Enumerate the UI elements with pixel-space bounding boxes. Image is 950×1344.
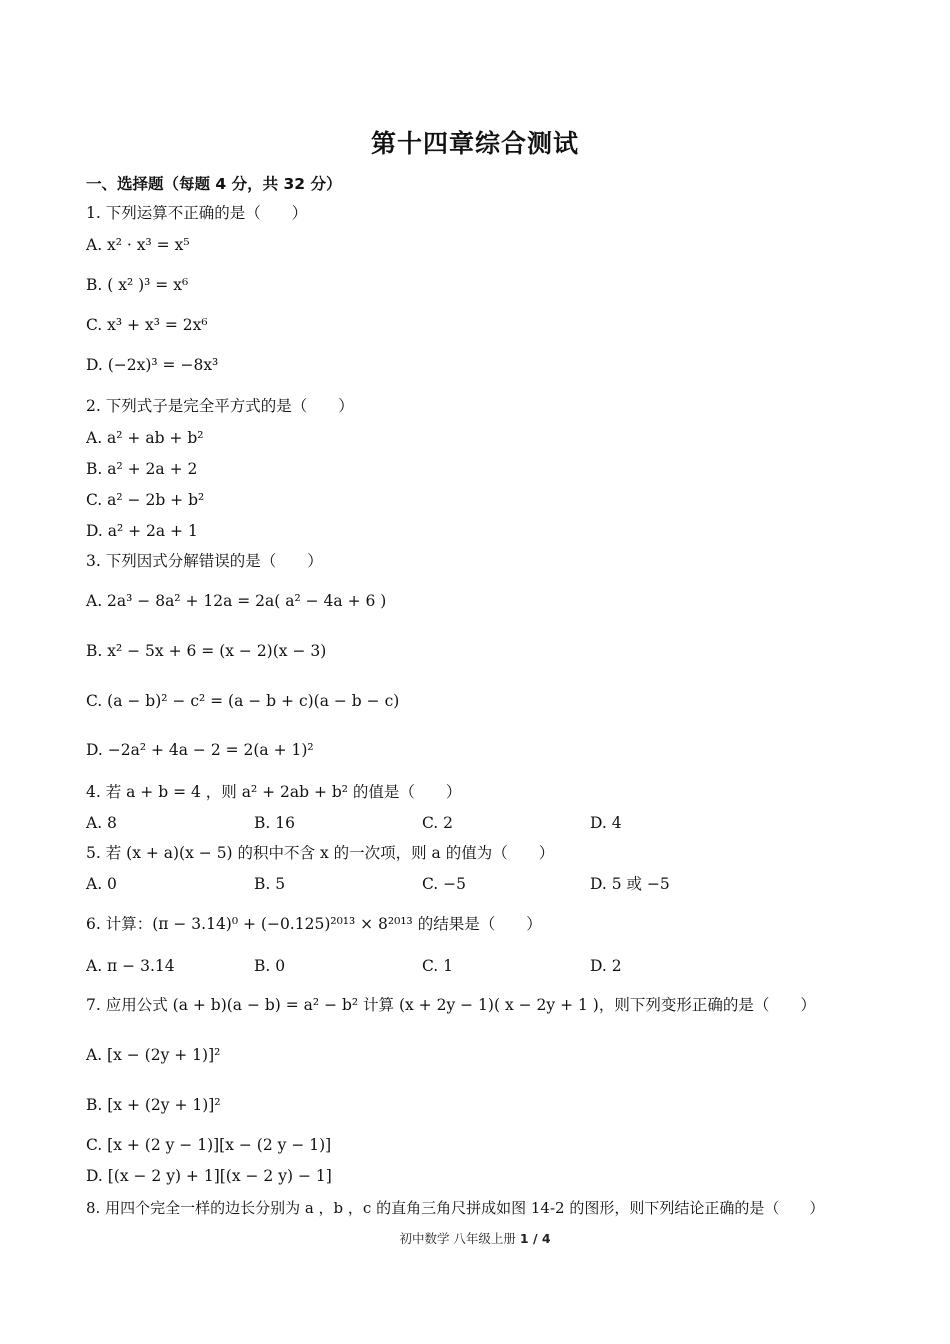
question-5-option-b: B. 5 (254, 875, 286, 893)
question-1-option-b: B. ( x² )³ = x⁶ (86, 276, 189, 294)
question-2-option-a: A. a² + ab + b² (86, 429, 204, 447)
question-5-stem: 5. 若 (x + a)(x − 5) 的积中不含 x 的一次项，则 a 的值为（ ） (86, 844, 555, 862)
question-3-option-c: C. (a − b)² − c² = (a − b + c)(a − b − c) (86, 692, 400, 710)
question-7-stem: 7. 应用公式 (a + b)(a − b) = a² − b² 计算 (x + 2y − 1)( x − 2y + 1 )，则下列变形正确的是（ ） (86, 996, 816, 1014)
question-2-stem: 2. 下列式子是完全平方式的是（ ） (86, 397, 354, 415)
question-1-option-a: A. x² · x³ = x⁵ (86, 236, 190, 254)
question-7-option-b: B. [x + (2y + 1)]² (86, 1096, 221, 1114)
footer-text: 初中数学 八年级上册 (399, 1231, 520, 1246)
question-6-option-c: C. 1 (422, 957, 454, 975)
question-2-option-b: B. a² + 2a + 2 (86, 460, 198, 478)
section-heading: 一、选择题（每题 4 分，共 32 分） (86, 175, 342, 193)
question-4-option-c: C. 2 (422, 814, 454, 832)
question-7-option-c: C. [x + (2 y − 1)][x − (2 y − 1)] (86, 1136, 332, 1154)
question-3-option-d: D. −2a² + 4a − 2 = 2(a + 1)² (86, 741, 314, 759)
question-2-option-d: D. a² + 2a + 1 (86, 522, 198, 540)
question-3-stem: 3. 下列因式分解错误的是（ ） (86, 552, 323, 570)
question-7-option-d: D. [(x − 2 y) + 1][(x − 2 y) − 1] (86, 1167, 332, 1185)
page-footer (0, 1229, 950, 1247)
question-2-option-c: C. a² − 2b + b² (86, 491, 205, 509)
question-6-option-a: A. π − 3.14 (86, 957, 175, 975)
question-6-stem: 6. 计算：(π − 3.14)⁰ + (−0.125)²⁰¹³ × 8²⁰¹³ 的结果是（ ） (86, 915, 542, 933)
question-4-stem: 4. 若 a + b = 4 ，则 a² + 2ab + b² 的值是（ ） (86, 783, 462, 801)
question-3-option-a: A. 2a³ − 8a² + 12a = 2a( a² − 4a + 6 ) (86, 592, 387, 610)
question-6-option-d: D. 2 (590, 957, 622, 975)
question-5-option-c: C. −5 (422, 875, 467, 893)
page-number: 1 / 4 (519, 1231, 551, 1246)
question-5-option-d: D. 5 或 −5 (590, 875, 670, 893)
question-1-stem: 1. 下列运算不正确的是（ ） (86, 204, 308, 222)
question-4-option-d: D. 4 (590, 814, 622, 832)
question-1-option-d: D. (−2x)³ = −8x³ (86, 356, 219, 374)
question-4-option-b: B. 16 (254, 814, 295, 832)
page-title: 第十四章综合测试 (370, 129, 579, 158)
question-3-option-b: B. x² − 5x + 6 = (x − 2)(x − 3) (86, 642, 327, 660)
question-8-stem: 8. 用四个完全一样的边长分别为 a ，b ，c 的直角三角尺拼成如图 14-2 的图形，则下列结论正确的是（ ） (86, 1199, 825, 1217)
question-7-option-a: A. [x − (2y + 1)]² (86, 1046, 221, 1064)
question-5-option-a: A. 0 (86, 875, 117, 893)
question-6-option-b: B. 0 (254, 957, 286, 975)
question-1-option-c: C. x³ + x³ = 2x⁶ (86, 316, 208, 334)
question-4-option-a: A. 8 (86, 814, 117, 832)
